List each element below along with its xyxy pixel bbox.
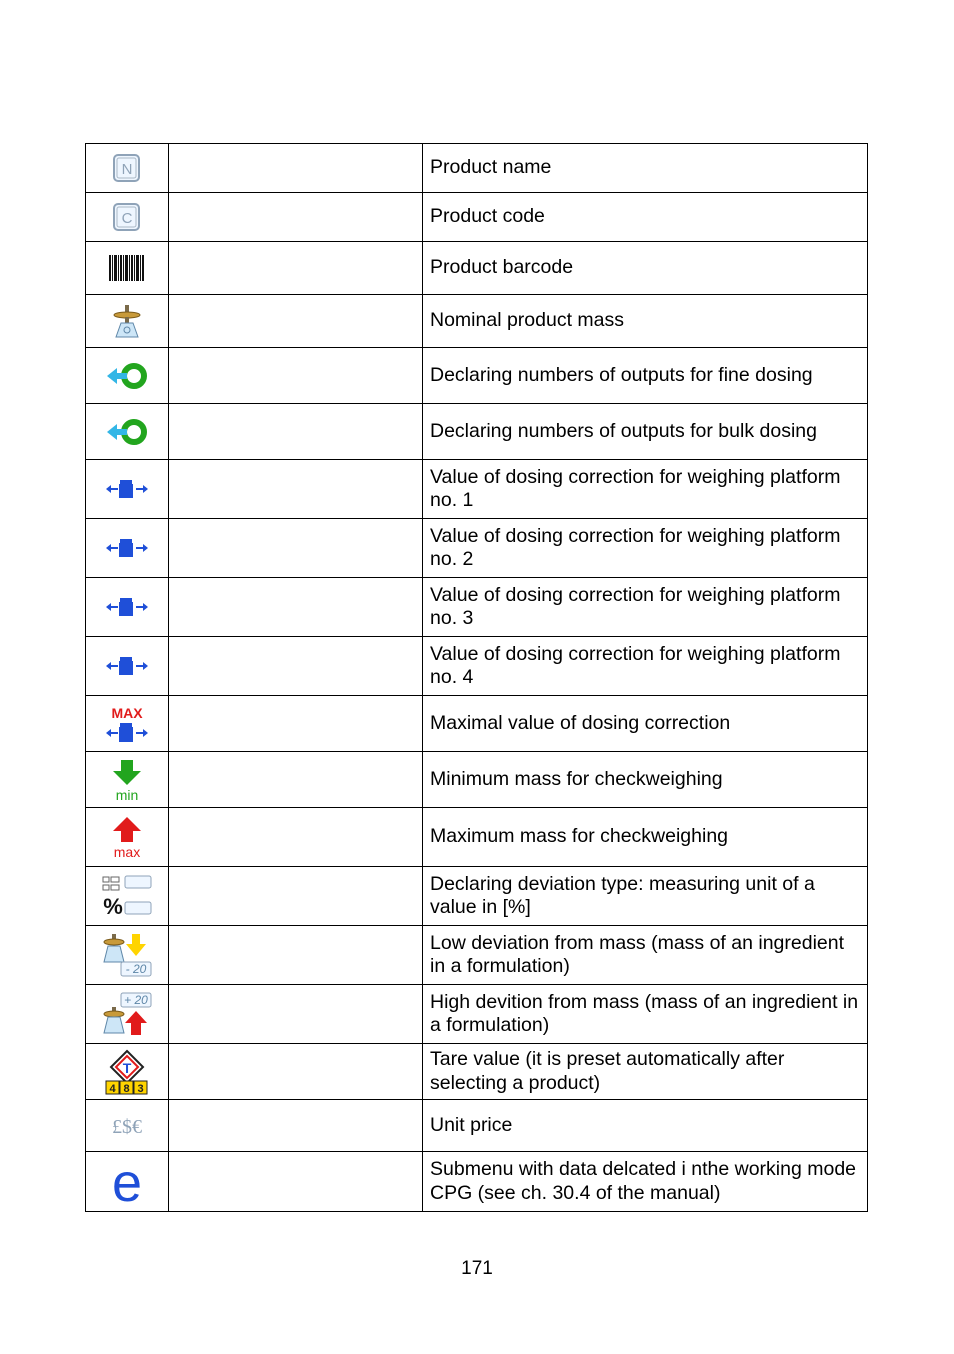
empty-cell [169,144,423,193]
svg-text:max: max [113,844,141,859]
table-row [86,348,868,404]
output-arrow-icon [105,362,149,390]
table-row [86,519,868,578]
icon-cell [86,985,169,1044]
empty-cell [169,404,423,460]
empty-cell [169,348,423,404]
empty-cell [169,1100,423,1152]
description-cell: Declaring numbers of outputs for bulk dosing [423,404,868,460]
svg-text:3: 3 [137,1082,144,1095]
svg-text:e: e [111,1155,143,1208]
min-mass-icon [110,758,144,802]
description-cell: Unit price [423,1100,868,1152]
empty-cell [169,637,423,696]
icon-cell [86,460,169,519]
svg-text:C: C [121,210,133,227]
table-row [86,193,868,242]
description-cell: Declaring numbers of outputs for fine dosing [423,348,868,404]
deviation-type-icon [101,874,153,918]
icon-cell [86,578,169,637]
table-row [86,985,868,1044]
table-row [86,637,868,696]
svg-text:T: T [122,1059,132,1076]
barcode-icon [107,253,147,283]
table-row [86,404,868,460]
table-row [86,1100,868,1152]
cpg-submenu-icon [103,1156,151,1208]
dosing-correction-icon [104,537,150,559]
description-cell: Product name [423,144,868,193]
description-cell: Maximal value of dosing correction [423,696,868,752]
icon-cell [86,242,169,295]
low-deviation-icon [101,932,153,978]
table-row [86,460,868,519]
icon-cell [86,348,169,404]
table-row [86,808,868,867]
svg-text:+ 20: + 20 [124,993,148,1007]
icon-cell [86,1100,169,1152]
parameters-table [85,143,868,1212]
table-row [86,926,868,985]
description-cell: Product barcode [423,242,868,295]
svg-text:£$€: £$€ [112,1115,142,1138]
icon-cell [86,867,169,926]
description-cell: Maximum mass for checkweighing [423,808,868,867]
description-cell: Submenu with data delcated i nthe working mode CPG (see ch. 30.4 of the manual) [423,1152,868,1212]
output-arrow-icon [105,418,149,446]
empty-cell [169,867,423,926]
icon-cell [86,404,169,460]
page-number: 171 [461,1258,493,1279]
table-row [86,1044,868,1100]
empty-cell [169,1152,423,1212]
svg-text:4: 4 [109,1082,116,1095]
table-row [86,578,868,637]
empty-cell [169,752,423,808]
icon-cell [86,808,169,867]
description-cell: Minimum mass for checkweighing [423,752,868,808]
description-cell: Nominal product mass [423,295,868,348]
table-row [86,295,868,348]
empty-cell [169,242,423,295]
empty-cell [169,578,423,637]
product-code-icon [112,201,142,233]
empty-cell [169,519,423,578]
tare-value-icon [103,1048,151,1096]
scale-mass-icon [110,303,144,339]
description-cell: Product code [423,193,868,242]
unit-price-icon [103,1112,151,1140]
svg-text:- 20: - 20 [125,962,147,976]
empty-cell [169,193,423,242]
description-cell: Declaring deviation type: measuring unit of a value in [%] [423,867,868,926]
empty-cell [169,808,423,867]
dosing-correction-icon [104,655,150,677]
svg-text:MAX: MAX [111,704,143,721]
icon-cell [86,637,169,696]
empty-cell [169,696,423,752]
max-mass-icon [108,815,146,859]
svg-text:min: min [115,786,139,802]
icon-cell [86,519,169,578]
svg-text:8: 8 [123,1082,130,1095]
icon-cell [86,696,169,752]
table-row [86,696,868,752]
icon-cell [86,144,169,193]
icon-cell [86,295,169,348]
description-cell: Low deviation from mass (mass of an ingredient in a formulation) [423,926,868,985]
description-cell: Value of dosing correction for weighing platform no. 3 [423,578,868,637]
high-deviation-icon [101,991,153,1037]
product-name-icon [112,152,142,184]
svg-text:%: % [103,894,123,918]
description-cell: Value of dosing correction for weighing platform no. 1 [423,460,868,519]
icon-cell [86,193,169,242]
empty-cell [169,295,423,348]
dosing-correction-icon [104,596,150,618]
icon-cell [86,1152,169,1212]
table-row [86,242,868,295]
empty-cell [169,985,423,1044]
dosing-correction-icon [104,478,150,500]
description-cell: Tare value (it is preset automatically after selecting a product) [423,1044,868,1100]
max-dosing-correction-icon [104,704,150,744]
empty-cell [169,926,423,985]
table-row [86,752,868,808]
empty-cell [169,460,423,519]
description-cell: Value of dosing correction for weighing platform no. 4 [423,637,868,696]
table-row [86,1152,868,1212]
icon-cell [86,1044,169,1100]
description-cell: High devition from mass (mass of an ingredient in a formulation) [423,985,868,1044]
icon-cell [86,926,169,985]
table-row [86,144,868,193]
svg-text:N: N [121,161,133,178]
icon-cell [86,752,169,808]
description-cell: Value of dosing correction for weighing platform no. 2 [423,519,868,578]
empty-cell [169,1044,423,1100]
table-row [86,867,868,926]
